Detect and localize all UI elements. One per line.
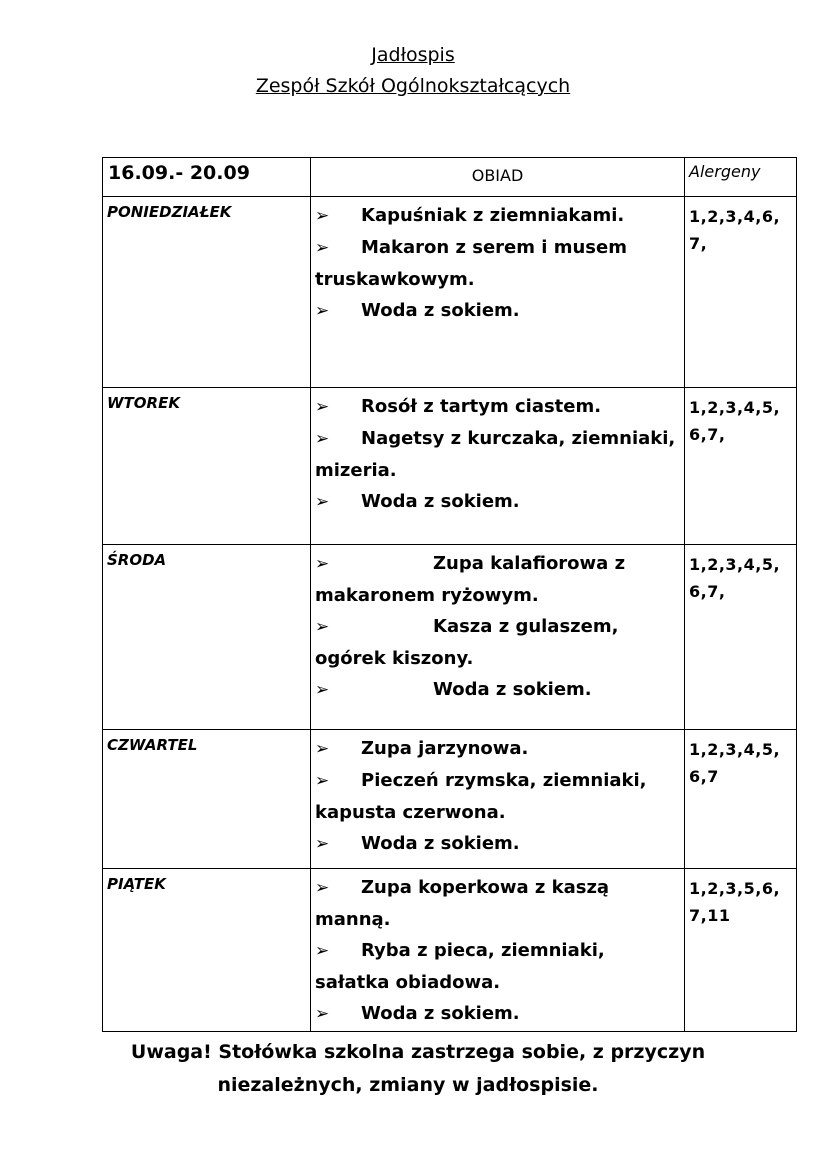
meal-list: [311, 388, 685, 545]
list-item: [315, 486, 678, 518]
arrow-bullet-icon: ➢: [315, 739, 330, 759]
page-title: Jadłospis: [371, 44, 455, 66]
allergen-codes: 1,2,3,5,6,7,11: [685, 869, 797, 1032]
day-name: WTOREK: [103, 388, 311, 545]
meal-text: Woda z sokiem.: [433, 679, 592, 700]
table-row: [103, 730, 797, 869]
arrow-bullet-icon: ➢: [315, 680, 330, 700]
meal-list: [311, 545, 685, 730]
arrow-bullet-icon: ➢: [315, 1004, 330, 1024]
list-item: [315, 674, 678, 706]
menu-table: [102, 157, 797, 1032]
table-row: [103, 545, 797, 730]
meal-text: Nagetsy z kurczaka, ziemniaki, mizeria.: [315, 428, 676, 481]
arrow-bullet-icon: ➢: [315, 941, 330, 961]
meal-text: Kasza z gulaszem, ogórek kiszony.: [315, 616, 619, 669]
meal-text: Pieczeń rzymska, ziemniaki, kapusta czerwona.: [315, 770, 647, 823]
arrow-bullet-icon: ➢: [315, 554, 330, 574]
meal-list: [311, 869, 685, 1032]
allergen-codes: 1,2,3,4,5,6,7,: [685, 545, 797, 730]
table-header-row: [103, 158, 797, 197]
header-obiad: OBIAD: [311, 158, 685, 197]
meal-text: Woda z sokiem.: [361, 1003, 520, 1024]
header-date-range: 16.09.- 20.09: [103, 158, 311, 197]
list-item: [315, 611, 678, 674]
table-row: [103, 388, 797, 545]
meal-text: Ryba z pieca, ziemniaki, sałatka obiadowa.: [315, 940, 605, 993]
meal-text: Zupa kalafiorowa z makaronem ryżowym.: [315, 553, 626, 606]
table-row: [103, 869, 797, 1032]
list-item: [315, 423, 678, 486]
day-name: ŚRODA: [103, 545, 311, 730]
day-name: PONIEDZIAŁEK: [103, 197, 311, 388]
list-item: [315, 232, 678, 295]
arrow-bullet-icon: ➢: [315, 397, 330, 417]
day-name: PIĄTEK: [103, 869, 311, 1032]
list-item: [315, 872, 678, 935]
list-item: [315, 200, 678, 232]
list-item: [315, 733, 678, 765]
notice-line-1: Uwaga! Stołówka szkolna zastrzega sobie, z przyczyn: [130, 1041, 706, 1063]
meal-text: Woda z sokiem.: [361, 833, 520, 854]
table-row: [103, 197, 797, 388]
arrow-bullet-icon: ➢: [315, 492, 330, 512]
arrow-bullet-icon: ➢: [315, 301, 330, 321]
meal-text: Woda z sokiem.: [361, 491, 520, 512]
meal-list: [311, 197, 685, 388]
arrow-bullet-icon: ➢: [315, 771, 330, 791]
meal-list: [311, 730, 685, 869]
arrow-bullet-icon: ➢: [315, 878, 330, 898]
arrow-bullet-icon: ➢: [315, 834, 330, 854]
list-item: [315, 828, 678, 860]
meal-text: Woda z sokiem.: [361, 300, 520, 321]
arrow-bullet-icon: ➢: [315, 429, 330, 449]
arrow-bullet-icon: ➢: [315, 617, 330, 637]
list-item: [315, 295, 678, 327]
allergen-codes: 1,2,3,4,6,7,: [685, 197, 797, 388]
list-item: [315, 935, 678, 998]
list-item: [315, 548, 678, 611]
notice-line-2: niezależnych, zmiany w jadłospisie.: [217, 1074, 599, 1096]
list-item: [315, 998, 678, 1030]
meal-text: Zupa jarzynowa.: [361, 738, 529, 759]
meal-text: Rosół z tartym ciastem.: [361, 396, 602, 417]
meal-text: Zupa koperkowa z kaszą manną.: [315, 877, 610, 930]
list-item: [315, 391, 678, 423]
page-subtitle: Zespół Szkół Ogólnokształcących: [255, 75, 571, 97]
arrow-bullet-icon: ➢: [315, 206, 330, 226]
header-allergens: Alergeny: [685, 158, 797, 197]
allergen-codes: 1,2,3,4,5,6,7: [685, 730, 797, 869]
arrow-bullet-icon: ➢: [315, 238, 330, 258]
list-item: [315, 765, 678, 828]
allergen-codes: 1,2,3,4,5,6,7,: [685, 388, 797, 545]
day-name: CZWARTEL: [103, 730, 311, 869]
meal-text: Kapuśniak z ziemniakami.: [361, 205, 625, 226]
meal-text: Makaron z serem i musem truskawkowym.: [315, 237, 627, 290]
